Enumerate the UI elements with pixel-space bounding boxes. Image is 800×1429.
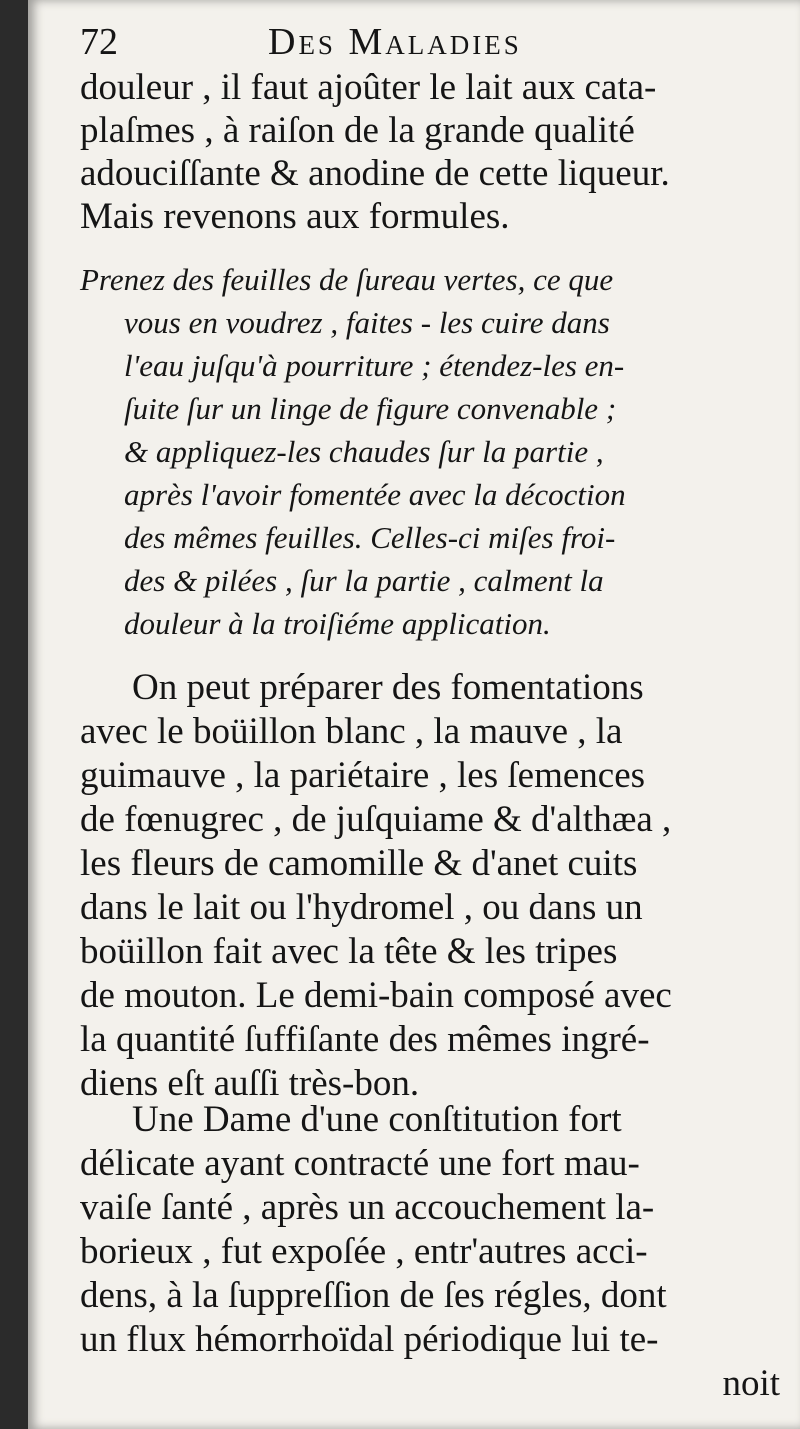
text-line: vaiſe ſanté , après un accouchement la- (80, 1187, 655, 1228)
text-line: douleur , il faut ajoûter le lait aux cata- (80, 67, 657, 108)
text-line: délicate ayant contracté une fort mau- (80, 1143, 640, 1184)
text-line: guimauve , la pariétaire , les ſemences (80, 755, 646, 796)
recipe-line: des mêmes feuilles. Celles-ci miſes froi- (124, 520, 616, 555)
text-line: dens, à la ſuppreſſion de ſes régles, dont (80, 1275, 667, 1316)
page-number: 72 (80, 21, 118, 63)
recipe-line: douleur à la troiſiéme application. (124, 606, 551, 641)
recipe-line: des & pilées , ſur la partie , calment la (124, 563, 604, 598)
text-line: la quantité ſuffiſante des mêmes ingré- (80, 1019, 650, 1060)
text-line: boüillon fait avec la tête & les tripes (80, 931, 618, 972)
recipe-line: & appliquez-les chaudes ſur la partie , (124, 434, 604, 469)
text-line: de mouton. Le demi-bain composé avec (80, 975, 672, 1016)
book-page (28, 0, 800, 1429)
text-line: diens eſt auſſi très-bon. (80, 1063, 420, 1104)
recipe-line: l'eau juſqu'à pourriture ; étendez-les en- (124, 348, 625, 383)
text-line: Une Dame d'une conſtitution fort (132, 1099, 622, 1140)
text-line: dans le lait ou l'hydromel , ou dans un (80, 887, 643, 928)
running-title: Des Maladies (268, 21, 522, 63)
text-line: On peut préparer des fomentations (132, 667, 644, 708)
text-line: les fleurs de camomille & d'anet cuits (80, 843, 638, 884)
text-line: avec le boüillon blanc , la mauve , la (80, 711, 623, 752)
text-line: un flux hémorrhoïdal périodique lui te- (80, 1319, 659, 1360)
recipe-line: vous en voudrez , faites - les cuire dans (124, 305, 610, 340)
page-header (80, 20, 780, 70)
recipe-line: après l'avoir fomentée avec la décoction (124, 477, 626, 512)
text-line: plaſmes , à raiſon de la grande qualité (80, 110, 635, 151)
recipe-line: ſuite ſur un linge de figure convenable ; (124, 391, 617, 426)
text-line: adouciſſante & anodine de cette liqueur. (80, 153, 670, 194)
text-line: borieux , fut expoſée , entr'autres acci- (80, 1231, 648, 1272)
text-line: de fœnugrec , de juſquiame & d'althæa , (80, 799, 672, 840)
catchword: noit (722, 1363, 780, 1404)
text-line: Mais revenons aux formules. (80, 196, 510, 237)
recipe-line: Prenez des feuilles de ſureau vertes, ce que (80, 262, 614, 297)
